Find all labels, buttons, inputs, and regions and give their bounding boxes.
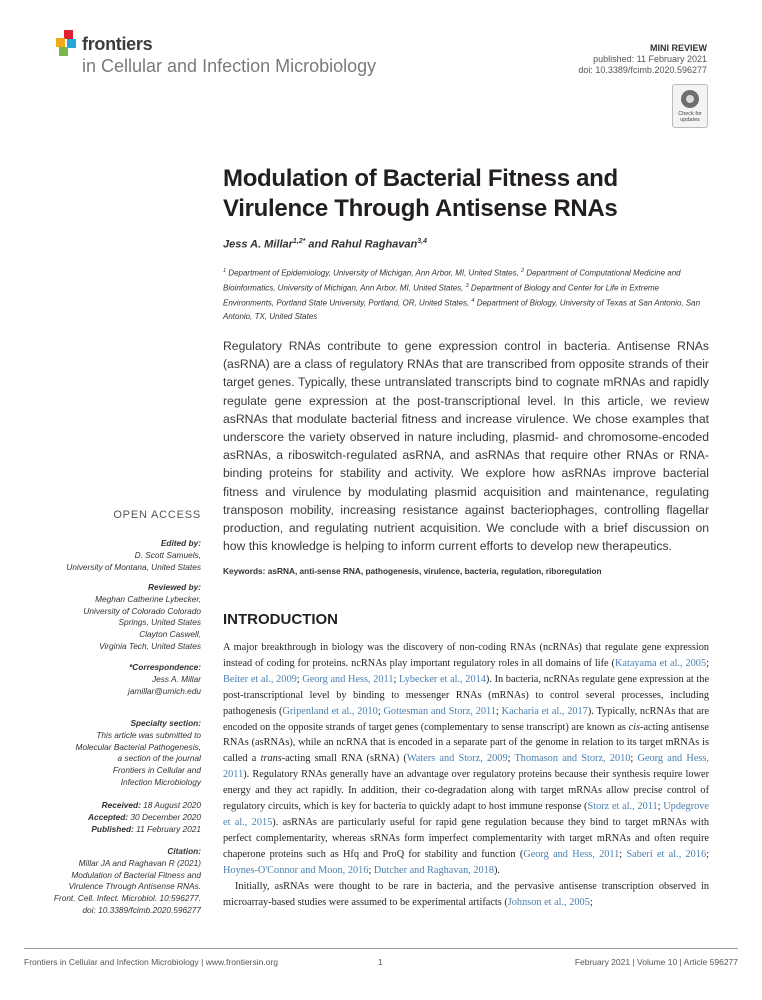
doi[interactable]: doi: 10.3389/fcimb.2020.596277 (578, 65, 707, 75)
body-text-run: ; (368, 864, 374, 876)
correspondence-label: *Correspondence: (129, 662, 201, 672)
reference-link[interactable]: Hoynes-O'Connor and Moon, 2016 (223, 864, 369, 876)
citation-line: Virulence Through Antisense RNAs. (68, 881, 201, 892)
article-title: Modulation of Bacterial Fitness and Virulence Through Antisense RNAs (223, 165, 618, 222)
keywords-label: Keywords: (223, 566, 266, 576)
citation-block (54, 846, 201, 917)
article-type: MINI REVIEW (649, 43, 707, 53)
reference-link[interactable]: Dutcher and Raghavan, 2018 (373, 864, 494, 876)
reviewer-line: Virginia Tech, United States (99, 640, 201, 651)
footer-issue-info: February 2021 | Volume 10 | Article 596277 (574, 957, 738, 967)
received-value: 18 August 2020 (140, 800, 201, 810)
body-text-run: ). (493, 864, 500, 876)
specialty-line: Infection Microbiology (120, 776, 201, 787)
article-meta (578, 43, 707, 76)
affiliation-number: 1 (223, 268, 227, 274)
body-text-run: ; (706, 848, 709, 860)
affiliation-number: 2 (521, 268, 525, 274)
correspondence-email[interactable]: jamillar@umich.edu (128, 685, 201, 696)
body-text-run: ; (589, 896, 593, 908)
abstract: Regulatory RNAs contribute to gene expression control in bacteria. Antisense RNAs (asRNA) are a class of regulatory RNAs that are transcribed from opposite strands of their target genes. Typically, these untranslated transcripts bind to cognate mRNAs and rapidly regulate gene expression at the post-transcriptional level. In this article, we review asRNAs that modulate bacterial fitness and increase virulence. We chose examples that underscore the variety observed in nature including, plasmid- and chromosome-encoded asRNAs, a riboswitch-regulated asRNA, and asRNAs that require other RNAs or RNA-binding proteins for stability and activity. We explore how asRNAs improve bacterial fitness and virulence by modulating plasmid acquisition and maintenance, regulating transposon mobility, increasing resistance against bacteriophages, controlling flagellar production, and regulating nutrient acquisition. We conclude with a brief discussion on how this knowledge is helping to inform current efforts to develop new therapeutics. (223, 339, 709, 554)
citation-label: Citation: (167, 846, 201, 856)
edited-by-label: Edited by: (160, 538, 201, 548)
reference-link[interactable]: Saberi et al., 2016 (626, 848, 707, 860)
body-paragraph (223, 640, 709, 879)
check-updates-label: Check for updates (678, 111, 702, 123)
reviewer-line: Clayton Caswell, (139, 629, 201, 640)
accepted-date (88, 812, 201, 824)
received-date (88, 800, 201, 812)
open-access-label: OPEN ACCESS (113, 509, 201, 521)
body-text-run: ; (393, 673, 400, 685)
accepted-value: 30 December 2020 (128, 811, 201, 822)
reference-link[interactable]: Georg and Hess, 2011 (302, 673, 394, 685)
editor-line: D. Scott Samuels, (134, 549, 201, 560)
reference-link[interactable]: Gripenland et al., 2010 (282, 705, 378, 717)
citation-line: doi: 10.3389/fcimb.2020.596277 (82, 904, 201, 915)
affiliations (223, 265, 709, 324)
published-date-side (88, 824, 201, 836)
body-text-run: ; (495, 705, 502, 717)
citation-line: Front. Cell. Infect. Microbiol. 10:596277. (53, 893, 201, 904)
section-heading-introduction: INTRODUCTION (223, 611, 338, 628)
received-label: Received: (101, 800, 141, 810)
author-name[interactable]: Rahul Raghavan (331, 238, 418, 251)
reviewed-by-label: Reviewed by: (147, 582, 201, 592)
author-affiliation-mark: 3,4 (417, 238, 427, 245)
reference-link[interactable]: Updegrove et al., 2015 (223, 801, 709, 828)
edited-by-block (66, 538, 201, 573)
reviewer-line: University of Colorado Colorado (83, 605, 201, 616)
body-text-run: -acting small RNA (sRNA) ( (281, 753, 407, 765)
reference-link[interactable]: Georg and Hess, 2011 (523, 848, 620, 860)
specialty-line: Molecular Bacterial Pathogenesis, (75, 741, 201, 752)
body-text-run: ). Regulatory RNAs generally have an advantage over regulatory proteins because their synthesis require lower energy and they act rapidly. In addition, their co-degradation along with target mRNAs allow precise control of regulatory circuits, which is key for bacteria to quickly adapt to host immune response ( (223, 769, 709, 813)
body-text-run: ; (706, 657, 709, 669)
body-paragraph (223, 879, 709, 911)
brand-name: frontiers (82, 34, 153, 54)
reference-link[interactable]: Johnson et al., 2005 (507, 896, 590, 908)
affiliation-text: Department of Epidemiology, University of Michigan, Ann Arbor, MI, United States, (226, 268, 522, 278)
citation-line: Millar JA and Raghavan R (2021) (78, 857, 201, 868)
body-text-run: ; (630, 753, 638, 765)
body-text (223, 640, 709, 910)
journal-name: in Cellular and Infection Microbiology (82, 56, 377, 76)
reference-link[interactable]: Kacharia et al., 2017 (501, 705, 588, 717)
frontiers-logo-icon (56, 30, 80, 56)
body-text-run: ; (619, 848, 627, 860)
dates-block (88, 800, 201, 835)
specialty-line: a section of the journal (117, 753, 201, 764)
reference-link[interactable]: Lybecker et al., 2014 (399, 673, 486, 685)
reference-link[interactable]: Katayama et al., 2005 (614, 657, 707, 669)
accepted-label: Accepted: (88, 811, 129, 822)
correspondence-block (128, 662, 201, 697)
specialty-section-block (76, 718, 201, 789)
body-text-run: Initially, asRNAs were thought to be rare in bacteria, and the pervasive antisense transcription observed in microarray-based studies were assumed to be experimental artifacts ( (223, 880, 709, 908)
reference-link[interactable]: Storz et al., 2011 (587, 801, 658, 813)
reference-link[interactable]: Georg and Hess, 2011 (223, 753, 709, 781)
page-number: 1 (378, 957, 383, 967)
italic-term: cis (628, 721, 641, 733)
specialty-section-label: Specialty section: (130, 718, 201, 728)
author-name[interactable]: Jess A. Millar (223, 238, 293, 251)
editor-line: University of Montana, United States (66, 561, 201, 572)
published-label: Published: (91, 823, 134, 834)
affiliation-text: Department of Biology and Center for Life in Extreme Environments, Portland State University, Portland, OR, United States, (223, 283, 660, 308)
check-updates-icon (681, 90, 699, 108)
body-text-run: -acting antisense RNAs (asRNAs), while an ncRNA that is encoded in a separate part of the genome in relation to its target mRNAs is called a (223, 721, 709, 765)
reference-link[interactable]: Waters and Storz, 2009 (406, 753, 508, 765)
reference-link[interactable]: Thomason and Storz, 2010 (514, 753, 631, 765)
author-affiliation-mark: 1,2* (292, 238, 306, 245)
affiliation-text: Department of Biology, University of Texas at San Antonio, San Antonio, TX, United States (223, 298, 701, 322)
check-for-updates-button[interactable] (672, 84, 708, 128)
body-text-run: ; (377, 705, 384, 717)
author-list (223, 238, 427, 251)
reviewer-line: Springs, United States (118, 617, 201, 628)
correspondence-name: Jess A. Millar (151, 673, 201, 684)
body-text-run: ; (657, 801, 664, 813)
keywords-list: asRNA, anti-sense RNA, pathogenesis, virulence, bacteria, regulation, riboregulation (267, 566, 602, 576)
author-conjunction: and (305, 238, 332, 251)
italic-term: trans (260, 753, 282, 765)
reference-link[interactable]: Beiter et al., 2009 (223, 673, 297, 685)
body-text-run: ). Typically, ncRNAs that are encoded on the opposite strands of target genes (complementary to sense transcript) are known as (223, 705, 710, 733)
citation-line: Modulation of Bacterial Fitness and (71, 869, 201, 880)
published-value: 11 February 2021 (133, 823, 201, 834)
affiliation-text: Department of Computational Medicine and Bioinformatics, University of Michigan, Ann Arbor, MI, United States, (223, 268, 681, 293)
footer-journal[interactable]: Frontiers in Cellular and Infection Microbiology | www.frontiersin.org (24, 957, 279, 967)
body-text-run: ). asRNAs are particularly useful for rapid gene regulation because they bind to target mRNAs with perfect complementarity, whereas sRNAs form imperfect complementarity with target mRNAs and often require chaperone proteins such as Hfq and ProQ for stability and function ( (223, 816, 709, 860)
specialty-line: This article was submitted to (96, 729, 201, 740)
body-text-run: A major breakthrough in biology was the discovery of non-coding RNAs (ncRNAs) that regulate gene expression instead of coding for proteins. ncRNAs play important regulatory roles in all domains of life ( (223, 642, 709, 669)
specialty-line: Frontiers in Cellular and (112, 765, 201, 776)
published-date: published: 11 February 2021 (593, 54, 707, 64)
affiliation-number: 3 (465, 283, 469, 290)
footer-divider (24, 948, 738, 949)
body-text-run: ; (296, 673, 303, 685)
reviewer-line: Meghan Catherine Lybecker, (95, 593, 201, 604)
affiliation-number: 4 (471, 298, 475, 305)
keywords (223, 566, 709, 576)
reference-link[interactable]: Gottesman and Storz, 2011 (383, 705, 496, 717)
body-text-run: ). In bacteria, ncRNAs regulate gene expression at the post-transcriptional level by binding to messenger RNAs (mRNAs) to control several processes, including pathogenesis ( (223, 673, 710, 717)
body-text-run: ; (507, 753, 515, 765)
reviewed-by-block (83, 582, 201, 653)
